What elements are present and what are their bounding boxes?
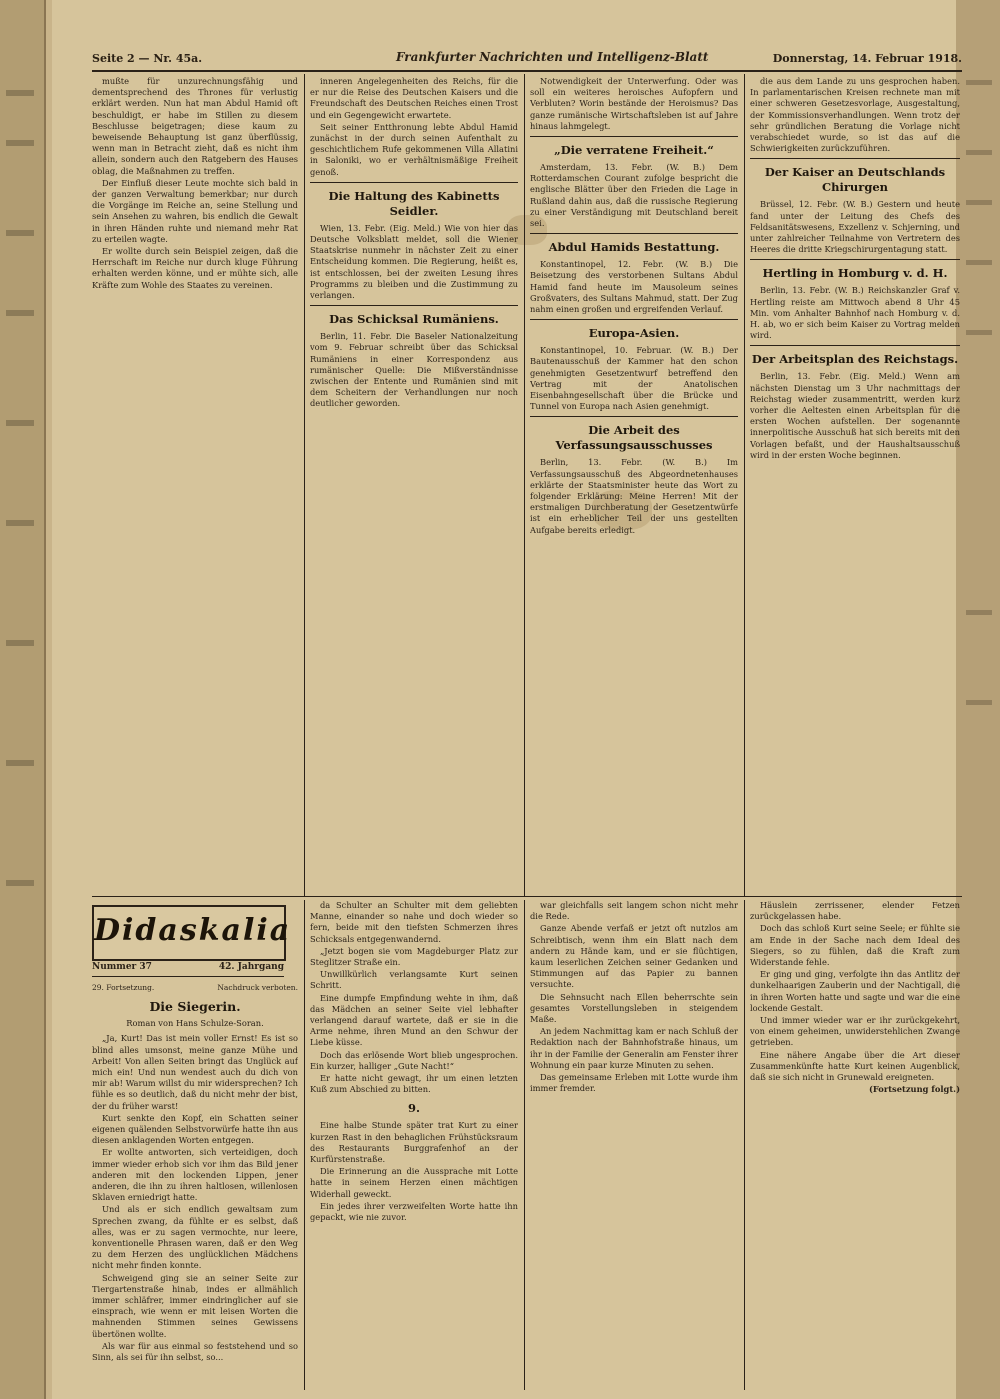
novel-column-1: 29. Fortsetzung. Nachdruck verboten. Die Siegerin. Roman von Hans Schulze-Soran. „Ja, Kurt! Das ist mein voller Ernst! Es ist so blind alles umsonst, meine ganze Mühe und Arbeit! Von allen Seiten bringt das Unglück auf mich ein! Und nun wendest auch du dich von mir ab! Warum willst du mir widersprechen? Ich fühle es so deutlich, daß du nicht mehr der bist, der du früher warst! Kurt senkte den Kopf, ein Schatten seiner eigenen quälenden Selbstvorwürfe hatte ihn aus diesen anklagenden Worten entgegen. Er wollte antworten, sich verteidigen, doch immer wieder erhob sich vor ihm das Bild jener anderen mit den lockenden Lippen, jener anderen, die ihn zu ihren haltlosen, willenlosen Sklaven erniedrigt hatte. Und als er sich endlich gewaltsam zum Sprechen zwang, da fühlte er es selbst, daß alles, was er zu sagen vermochte, nur leere, konventionelle Phrasen waren, daß er den Weg zu dem Herzen des unglücklichen Mädchens nicht mehr finden konnte. Schweigend ging sie an seiner Seite zur Tiergartenstraße hinab, indes er allmählich immer schläfrer, immer eindringlicher auf sie einsprach, wie wenn er mit leisen Worten die mahnenden Stimmen seines Gewissens übertönen wollte. Als war für aus einmal so feststehend und so Sinn, als sei für ihn selbst, so... xyxy=(92,983,298,1363)
right-page-edge xyxy=(954,0,1000,1399)
headline-rumaenien: Das Schicksal Rumäniens. xyxy=(329,312,499,327)
headline-kaiser-chirurgen: Der Kaiser an Deutschlands Chirurgen xyxy=(764,165,946,195)
article-column-2: inneren Angelegenheiten des Reichs, für die er nur die Reise des Deutschen Kaisers und die Freundschaft des Deutschen Reiches einen Trost und ein Gegengewicht erwartete. Seit seiner Entthronung lebte Abdul Hamid zunächst in der durch seinen Aufenthalt zu geschichtlichem Rufe gekommenen Villa Allatini in Saloniki, wo er verhältnismäßige Freiheit genoß. Die Haltung des Kabinetts Seidler. Wien, 13. Febr. (Eig. Meld.) Wie von hier das Deutsche Volksblatt meldet, soll die Wiener Staatskrise nunmehr in nächster Zeit zu einer Entscheidung kommen. Die Regierung, heißt es, ist entschlossen, bei der zweiten Lesung ihres Programms zu bleiben und die Zustimmung zu verlangen. Das Schicksal Rumäniens. Berlin, 11. Febr. Die Baseler Nationalzeitung vom 9. Februar schreibt über das Schicksal Rumäniens in einer Korrespondenz aus rumänischer Quelle: Die Mißverständnisse zwischen der Entente und Rumänien sind mit dem Scheitern der Verhandlungen nur noch deutlicher geworden. xyxy=(310,76,518,409)
newspaper-page xyxy=(52,0,962,1399)
article-column-1: mußte für unzurechnungsfähig und dementsprechend des Thrones für verlustig erklärt werden. Nun hat man Abdul Hamid oft beschuldigt, er habe im Stillen zu diesem Beschlusse beigetragen; diese kaum zu beweisende Behauptung ist ganz überflüssig, wenn man in Betracht zieht, daß es nicht ihm allein, sondern auch den Ratgebern des Hauses oblag, die Maßnahmen zu treffen. Der Einfluß dieser Leute mochte sich bald in der ganzen Verwaltung bemerkbar; nur durch die Vorgänge im Reiche an, seine Stellung und sein Ansehen zu wahren, bis endlich die Gewalt in ihren Händen ruhte und niemand mehr Rat zu erteilen wagte. Er wollte durch sein Beispiel zeigen, daß die Herrschaft im Reiche nur durch kluge Führung erhalten werden könne, und er mühte sich, alle Kräfte zum Wohle des Staates zu vereinen. xyxy=(92,76,298,290)
feuilleton-issue-row xyxy=(92,962,284,972)
headline-verratene-freiheit: „Die verratene Freiheit.“ xyxy=(554,143,714,158)
novel-byline: Roman von Hans Schulze-Soran. xyxy=(126,1018,264,1029)
article-column-4: die aus dem Lande zu uns gesprochen haben. In parlamentarischen Kreisen rechnete man mit einer schweren Gesetzesvorlage, Ausgestaltung, der Kommissionsverhandlungen. Wenn trotz der sehr gründlichen Beratung die Vorlage nicht verabschiedet wurde, so ist das auf die Schwierigkeiten zurückzuführen. Der Kaiser an Deutschlands Chirurgen Brüssel, 12. Febr. (W. B.) Gestern und heute fand unter der Leitung des Chefs des Feldsanitätswesens, Exzellenz v. Schjerning, und unter zahlreicher Teilnahme von Vertretern des Heeres die dritte Kriegschirurgentagung statt. Hertling in Homburg v. d. H. Berlin, 13. Febr. (W. B.) Reichskanzler Graf v. Hertling reiste am Mittwoch abend 8 Uhr 45 Min. vom Anhalter Bahnhof nach Homburg v. d. H. ab, wo er sich beim Kaiser zu Vortrag melden wird. Der Arbeitsplan des Reichstags. Berlin, 13. Febr. (Eig. Meld.) Wenn am nächsten Dienstag um 3 Uhr nachmittags der Reichstag wieder zusammentritt, werden kurz vorher die Aeltesten einen Arbeitsplan für die ersten Wochen aufstellen. Der sogenannte innerpolitische Ausschuß hat sich bereits mit den Vorlagen befaßt, und der Haushaltsausschuß wird in der ersten Woche beginnen. xyxy=(750,76,960,460)
installment-label: 29. Fortsetzung. xyxy=(92,983,155,992)
feuilleton-masthead xyxy=(92,905,292,961)
headline-arbeitsplan: Der Arbeitsplan des Reichstags. xyxy=(751,352,959,367)
headline-abdul-hamid: Abdul Hamids Bestattung. xyxy=(548,240,720,255)
novel-column-4: Häuslein zerrissener, elender Fetzen zurückgelassen habe. Doch das schloß Kurt seine Seele; er fühlte sie am Ende in der Sache nach dem Ideal des Siegers, so zu fühlen, daß die Kraft zum Widerstande fehle. Er ging und ging, verfolgte ihn das Antlitz der dunkelhaarigen Zauberin und der Nachtigall, die in ihren Worten hatte und sagte und war die eine lockende Gestalt. Und immer wieder war er ihr zurückgekehrt, von einem geheimen, unwiderstehlichen Zwange getrieben. Eine nähere Angabe über die Art dieser Zusammenkünfte hatte Kurt keinen Augenblick, daß sie sich nicht in Grunewald ereigneten. (Fortsetzung folgt.) xyxy=(750,900,960,1095)
headline-hertling: Hertling in Homburg v. d. H. xyxy=(762,266,948,281)
page-number: Seite 2 — Nr. 45a. xyxy=(92,52,203,65)
page-header xyxy=(92,50,962,70)
issue-date: Donnerstag, 14. Februar 1918. xyxy=(772,52,962,65)
headline-kabinett-seidler: Die Haltung des Kabinetts Seidler. xyxy=(328,188,500,218)
continuation-notice: (Fortsetzung folgt.) xyxy=(868,1084,960,1095)
left-page-edge xyxy=(0,0,46,1399)
reprint-notice: Nachdruck verboten. xyxy=(217,983,298,992)
newspaper-title: Frankfurter Nachrichten und Intelligenz-Blatt xyxy=(396,50,709,64)
novel-column-3: war gleichfalls seit langem schon nicht mehr die Rede. Ganze Abende verfaß er jetzt oft nutzlos am Schreibtisch, wenn ihm ein Blatt nach dem andern zu Hände kam, und er sie flüchtigen, kaum leserlichen Zeichen seiner Gedanken und Stimmungen auf das Papier zu bannen versuchte. Die Sehnsucht nach Ellen beherrschte sein gesamtes Vorstellungsleben in steigendem Maße. An jedem Nachmittag kam er nach Schluß der Redaktion nach der Bahnhofstraße hinaus, um ihr in der Familie der Generalin am Fenster ihrer Wohnung ein paar kurze Minuten zu sehen. Das gemeinsame Erleben mit Lotte wurde ihm immer fremder. xyxy=(530,900,738,1094)
issue-number: Nummer 37 xyxy=(92,962,152,972)
novel-title: Die Siegerin. xyxy=(149,999,241,1015)
novel-column-2: da Schulter an Schulter mit dem geliebten Manne, einander so nahe und doch wieder so fern, beide mit den tiefsten Schmerzen ihres Schicksals entgegenwandernd. „Jetzt bogen sie vom Magdeburger Platz zur Steglitzer Straße ein. Unwillkürlich verlangsamte Kurt seinen Schritt. Eine dumpfe Empfindung wehte in ihm, daß das Mädchen an seiner Seite viel lebhafter verlangend darauf wartete, daß er sie in die Arme nehme, ihren Mund an den Schwur der Liebe küsse. Doch das erlösende Wort blieb ungesprochen. Ein kurzer, halliger „Gute Nacht!“ Er hatte nicht gewagt, ihr um einen letzten Kuß zum Abschied zu bitten. 9. Eine halbe Stunde später trat Kurt zu einer kurzen Rast in den behaglichen Frühstücksraum des Restaurants Burggrafenhof an der Kurfürstenstraße. Die Erinnerung an die Aussprache mit Lotte hatte in seinem Herzen einen mächtigen Widerhall geweckt. Ein jedes ihrer verzweifelten Worte hatte ihn gepackt, wie nie zuvor. xyxy=(310,900,518,1223)
headline-verfassungsausschuss: Die Arbeit des Verfassungsausschusses xyxy=(555,423,713,453)
section-number: 9. xyxy=(407,1101,420,1116)
headline-europa-asien: Europa-Asien. xyxy=(588,326,680,341)
article-column-3: Notwendigkeit der Unterwerfung. Oder was soll ein weiteres heroisches Aufopfern und Verbluten? Worin bestände der Heroismus? Das ganze rumänische Wirtschaftsleben ist auf Jahre hinaus lahmgelegt. „Die verratene Freiheit.“ Amsterdam, 13. Febr. (W. B.) Dem Rotterdamschen Courant zufolge bespricht die englische Blätter über den Frieden die Lage in Rußland dahin aus, daß die russische Regierung zu einer Verständigung mit Deutschland bereit sei. Abdul Hamids Bestattung. Konstantinopel, 12. Febr. (W. B.) Die Beisetzung des verstorbenen Sultans Abdul Hamid fand heute im Mausoleum seines Großvaters, des Sultans Mahmud, statt. Der Zug nahm einen großen und ergreifenden Verlauf. Europa-Asien. Konstantinopel, 10. Februar. (W. B.) Der Bautenausschuß der Kammer hat den schon genehmigten Gesetzentwurf betreffend den Vertrag mit der Anatolischen Eisenbahngesellschaft über die Brücke und Tunnel von Europa nach Asien genehmigt. Die Arbeit des Verfassungsausschusses Berlin, 13. Febr. (W. B.) Im Verfassungsausschuß des Abgeordnetenhauses erklärte der Staatsminister heute das Wort zu folgender Erklärung: Meine Herren! Mit der erstmaligen Durchberatung der Gesetzentwürfe ist ein erheblicher Teil der uns gestellten Aufgabe bereits erledigt. xyxy=(530,76,738,535)
masthead-title: Didaskalia xyxy=(94,913,292,948)
volume-number: 42. Jahrgang xyxy=(218,962,284,972)
